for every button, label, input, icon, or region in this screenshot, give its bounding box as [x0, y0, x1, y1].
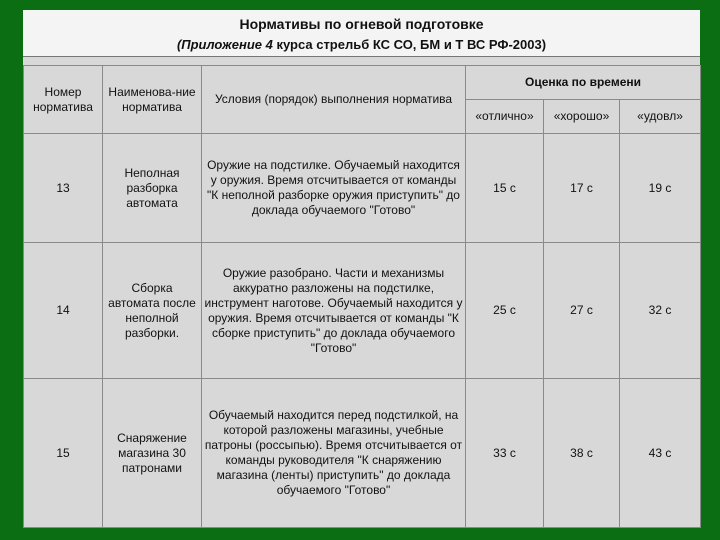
- subtitle-italic: (Приложение 4: [176, 37, 273, 52]
- header-number: Номер норматива: [24, 66, 103, 134]
- row-good: 27 с: [544, 243, 620, 379]
- row-conditions: Оружие разобрано. Части и механизмы аккуратно разложены на подстилке, инструмент наготове. Обучаемый находится у оружия. Время отсчитывается от команды "К сборке приступить" до доклада обучаемого "Готово": [202, 243, 466, 379]
- row-good: 17 с: [544, 134, 620, 243]
- header-satisfactory: «удовл»: [620, 100, 701, 134]
- table-row: [24, 379, 701, 528]
- row-satisfactory: 19 с: [620, 134, 701, 243]
- row-excellent: 15 с: [466, 134, 544, 243]
- standards-table: [23, 65, 701, 528]
- table-row: [24, 134, 701, 243]
- row-name: Снаряжение магазина 30 патронами: [103, 379, 202, 528]
- row-satisfactory: 43 с: [620, 379, 701, 528]
- row-number: 14: [24, 243, 103, 379]
- title-banner: [23, 10, 700, 57]
- page-title: Нормативы по огневой подготовке: [239, 16, 484, 32]
- header-excellent: «отлично»: [466, 100, 544, 134]
- header-name: Наименова-ние норматива: [103, 66, 202, 134]
- row-name: Сборка автомата после неполной разборки.: [103, 243, 202, 379]
- row-satisfactory: 32 с: [620, 243, 701, 379]
- row-good: 38 с: [544, 379, 620, 528]
- page-subtitle: [23, 37, 700, 52]
- subtitle-rest: курса стрельб КС СО, БМ и Т ВС РФ-2003): [272, 37, 547, 52]
- row-excellent: 25 с: [466, 243, 544, 379]
- table-header-row: [24, 66, 701, 100]
- slide-sheet: [23, 10, 700, 528]
- row-conditions: Оружие на подстилке. Обучаемый находится у оружия. Время отсчитывается от команды "К неполной разборке оружия приступить" до доклада обучаемого "Готово": [202, 134, 466, 243]
- row-number: 13: [24, 134, 103, 243]
- header-rating: Оценка по времени: [466, 66, 701, 100]
- header-good: «хорошо»: [544, 100, 620, 134]
- row-name: Неполная разборка автомата: [103, 134, 202, 243]
- row-conditions: Обучаемый находится перед подстилкой, на которой разложены магазины, учебные патроны (россыпью). Время отсчитывается от команды руководителя "К снаряжению магазина (ленты) приступить" до доклада обучаемого "Готово": [202, 379, 466, 528]
- table-row: [24, 243, 701, 379]
- row-excellent: 33 с: [466, 379, 544, 528]
- header-conditions: Условия (порядок) выполнения норматива: [202, 66, 466, 134]
- row-number: 15: [24, 379, 103, 528]
